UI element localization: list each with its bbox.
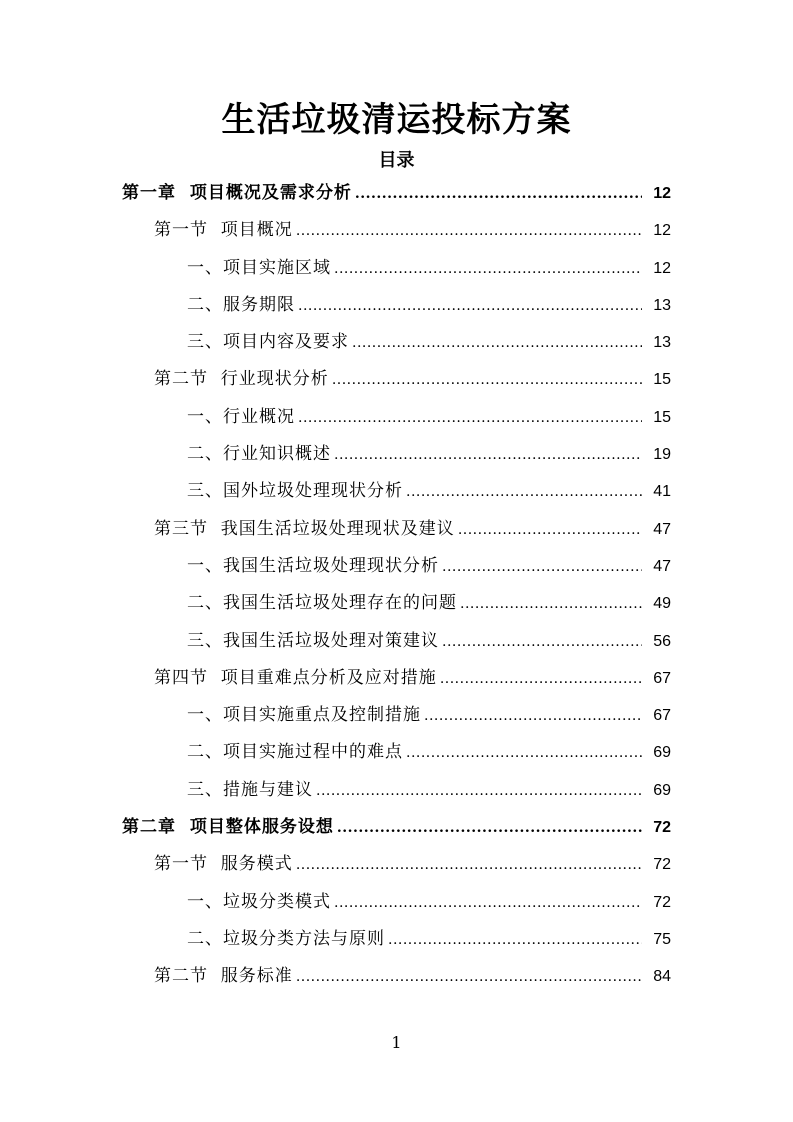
toc-dot-leader xyxy=(406,735,642,772)
toc-entry-page-number: 72 xyxy=(653,856,671,874)
page-number: 1 xyxy=(391,1033,402,1052)
toc-entry-label: 三、项目内容及要求 xyxy=(187,332,349,353)
toc-section-entry[interactable] xyxy=(154,846,671,883)
toc-entry-label: 二、项目实施过程中的难点 xyxy=(187,742,403,763)
toc-entry-page-number: 56 xyxy=(653,632,671,650)
toc-entry-label: 第二节 服务标准 xyxy=(154,966,293,987)
toc-entry-label: 二、我国生活垃圾处理存在的问题 xyxy=(187,593,457,614)
toc-entry-label: 一、垃圾分类模式 xyxy=(187,891,331,912)
toc-subsection-entry[interactable] xyxy=(187,772,671,809)
toc-subsection-entry[interactable] xyxy=(187,473,671,510)
toc-dot-leader xyxy=(406,474,642,511)
toc-subsection-entry[interactable] xyxy=(187,734,671,771)
toc-subsection-entry[interactable] xyxy=(187,921,671,958)
toc-entry-page-number: 13 xyxy=(653,334,671,352)
toc-entry-label: 三、国外垃圾处理现状分析 xyxy=(187,481,403,502)
toc-dot-leader xyxy=(458,512,642,549)
toc-section-entry[interactable] xyxy=(154,361,671,398)
toc-dot-leader xyxy=(442,624,642,661)
toc-dot-leader xyxy=(298,400,642,437)
toc-entry-page-number: 12 xyxy=(653,259,671,277)
toc-section-entry[interactable] xyxy=(154,958,671,995)
toc-entry-page-number: 69 xyxy=(653,781,671,799)
toc-subsection-entry[interactable] xyxy=(187,548,671,585)
toc-entry-page-number: 67 xyxy=(653,707,671,725)
toc-entry-page-number: 19 xyxy=(653,446,671,464)
toc-dot-leader xyxy=(296,847,642,884)
document-title: 生活垃圾清运投标方案 xyxy=(221,100,572,140)
toc-dot-leader xyxy=(440,661,642,698)
table-of-contents xyxy=(0,175,793,996)
toc-entry-label: 第四节 项目重难点分析及应对措施 xyxy=(154,667,437,688)
toc-heading: 目录 xyxy=(378,150,415,171)
toc-dot-leader xyxy=(334,437,642,474)
toc-entry-label: 一、项目实施区域 xyxy=(187,257,331,278)
toc-chapter-entry[interactable] xyxy=(122,809,671,846)
toc-dot-leader xyxy=(332,362,642,399)
toc-dot-leader xyxy=(460,586,642,623)
toc-entry-page-number: 12 xyxy=(653,185,671,202)
toc-dot-leader xyxy=(334,885,642,922)
toc-subsection-entry[interactable] xyxy=(187,250,671,287)
toc-subsection-entry[interactable] xyxy=(187,585,671,622)
toc-dot-leader xyxy=(355,176,642,213)
toc-entry-label: 第三节 我国生活垃圾处理现状及建议 xyxy=(154,518,455,539)
toc-entry-label: 三、措施与建议 xyxy=(187,779,313,800)
toc-entry-label: 二、服务期限 xyxy=(187,294,295,315)
toc-entry-page-number: 12 xyxy=(653,222,671,240)
toc-section-entry[interactable] xyxy=(154,511,671,548)
toc-subsection-entry[interactable] xyxy=(187,399,671,436)
toc-entry-page-number: 67 xyxy=(653,669,671,687)
toc-entry-label: 一、行业概况 xyxy=(187,406,295,427)
toc-entry-label: 二、行业知识概述 xyxy=(187,444,331,465)
toc-entry-label: 第二章 项目整体服务设想 xyxy=(122,817,334,838)
toc-dot-leader xyxy=(298,288,642,325)
toc-entry-label: 三、我国生活垃圾处理对策建议 xyxy=(187,630,439,651)
toc-entry-label: 一、项目实施重点及控制措施 xyxy=(187,705,421,726)
toc-entry-label: 二、垃圾分类方法与原则 xyxy=(187,928,385,949)
toc-entry-label: 一、我国生活垃圾处理现状分析 xyxy=(187,555,439,576)
toc-subsection-entry[interactable] xyxy=(187,697,671,734)
toc-entry-page-number: 47 xyxy=(653,520,671,538)
toc-dot-leader xyxy=(388,922,642,959)
toc-section-entry[interactable] xyxy=(154,212,671,249)
toc-dot-leader xyxy=(424,698,642,735)
toc-entry-page-number: 75 xyxy=(653,930,671,948)
toc-entry-page-number: 69 xyxy=(653,744,671,762)
toc-entry-page-number: 15 xyxy=(653,408,671,426)
toc-dot-leader xyxy=(442,549,642,586)
toc-dot-leader xyxy=(337,810,642,847)
toc-entry-label: 第二节 行业现状分析 xyxy=(154,369,329,390)
toc-subsection-entry[interactable] xyxy=(187,436,671,473)
toc-entry-page-number: 84 xyxy=(653,968,671,986)
toc-entry-page-number: 41 xyxy=(653,483,671,501)
toc-entry-page-number: 49 xyxy=(653,595,671,613)
toc-dot-leader xyxy=(352,325,642,362)
toc-entry-page-number: 47 xyxy=(653,557,671,575)
toc-dot-leader xyxy=(296,213,642,250)
toc-entry-label: 第一节 服务模式 xyxy=(154,854,293,875)
toc-dot-leader xyxy=(334,251,642,288)
toc-entry-page-number: 13 xyxy=(653,296,671,314)
toc-entry-page-number: 72 xyxy=(653,893,671,911)
toc-subsection-entry[interactable] xyxy=(187,287,671,324)
toc-subsection-entry[interactable] xyxy=(187,623,671,660)
toc-chapter-entry[interactable] xyxy=(122,175,671,212)
toc-entry-page-number: 72 xyxy=(653,819,671,837)
toc-section-entry[interactable] xyxy=(154,660,671,697)
toc-dot-leader xyxy=(296,959,642,996)
toc-dot-leader xyxy=(316,773,642,810)
toc-subsection-entry[interactable] xyxy=(187,324,671,361)
toc-entry-label: 第一章 项目概况及需求分析 xyxy=(122,183,352,203)
toc-entry-label: 第一节 项目概况 xyxy=(154,220,293,241)
toc-subsection-entry[interactable] xyxy=(187,884,671,921)
toc-entry-page-number: 15 xyxy=(653,371,671,389)
